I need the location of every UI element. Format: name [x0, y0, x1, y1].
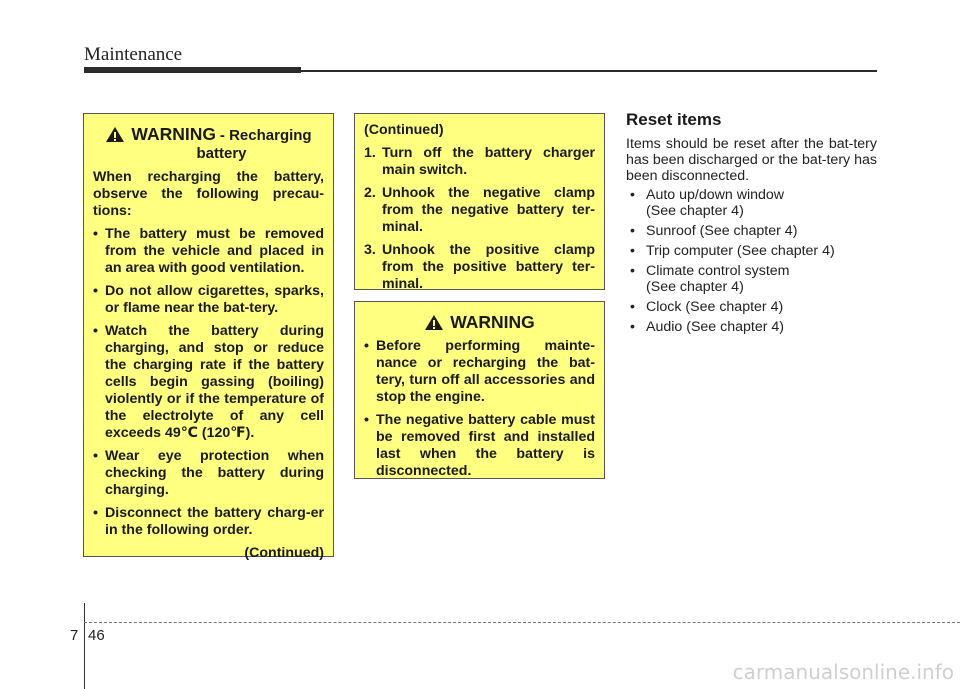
watermark-text: carmanualsonline.info [732, 660, 954, 684]
warning-item: • The battery must be removed from the vehicle and placed in an area with good ventilation. [93, 226, 324, 277]
reset-item [626, 243, 877, 259]
warning-item: • Do not allow cigarettes, sparks, or flame near the bat-tery. [93, 283, 324, 317]
reset-item-note: (See chapter 4) [646, 203, 744, 219]
reset-item [626, 263, 877, 295]
chapter-number: 7 [70, 627, 79, 644]
page-header-title: Maintenance [84, 44, 183, 65]
warning-item: • Before performing mainte-nance or recharging the bat-tery, turn off all accessories and stop the engine. [364, 338, 595, 406]
reset-item-label: • Auto up/down window [646, 187, 785, 203]
reset-item [626, 187, 877, 219]
warning-heading [364, 312, 595, 332]
warning-item: • Disconnect the battery charg-er in the following order. [93, 505, 324, 539]
footer-dashed-rule [84, 622, 960, 623]
warning-subtitle-2: battery [196, 145, 247, 162]
footer-vertical-rule [84, 603, 85, 689]
warning-triangle-icon [105, 126, 125, 143]
page-number: 46 [88, 627, 105, 644]
step-item [364, 145, 595, 179]
step-text: Unhook the negative clamp from the negative battery ter-minal. [382, 185, 595, 235]
step-number: 1. [364, 145, 376, 161]
step-item [364, 242, 595, 293]
reset-item-label: • Audio (See chapter 4) [646, 319, 785, 335]
warning-title: WARNING [450, 312, 535, 332]
warning-item: • Wear eye protection when checking the battery during charging. [93, 448, 324, 499]
step-number: 2. [364, 185, 376, 201]
continued-label: (Continued) [244, 545, 324, 561]
continued-steps-box [354, 113, 605, 290]
warning-intro: When recharging the battery, observe the following precau-tions: [93, 169, 324, 219]
continued-label: (Continued) [364, 122, 444, 138]
reset-item-label: • Trip computer (See chapter 4) [646, 243, 835, 259]
step-text: Unhook the positive clamp from the positive battery ter-minal. [382, 242, 595, 292]
reset-items-heading: Reset items [626, 110, 722, 129]
warning-recharging-box [83, 113, 334, 561]
step-item [364, 185, 595, 236]
reset-item-note: (See chapter 4) [646, 279, 744, 295]
warning-item: • The negative battery cable must be removed first and installed last when the battery is disconnected. [364, 412, 595, 480]
reset-item [626, 299, 877, 315]
reset-item [626, 223, 877, 239]
header-bar-thin [301, 70, 877, 72]
warning-title: WARNING [131, 124, 216, 144]
step-text: Turn off the battery charger main switch. [382, 145, 595, 178]
warning-item: • Watch the battery during charging, and stop or reduce the charging rate if the battery cells begin gassing (boiling) violently or if the temperature of the electrolyte of any cell exceeds 49℃ (120℉). [93, 323, 324, 442]
header-bar-thick [84, 67, 301, 73]
warning-general-box [354, 301, 605, 479]
reset-items-intro: Items should be reset after the bat-tery has been discharged or the bat-tery has been disconnected. [626, 136, 877, 184]
reset-item-label: • Sunroof (See chapter 4) [646, 223, 798, 239]
reset-item-label: • Climate control system [646, 263, 790, 279]
step-number: 3. [364, 242, 376, 258]
reset-item-label: • Clock (See chapter 4) [646, 299, 784, 315]
warning-triangle-icon [424, 314, 444, 331]
reset-item [626, 319, 877, 335]
warning-heading [93, 124, 324, 163]
reset-items-list [626, 187, 877, 339]
warning-subtitle-1: - Recharging [219, 127, 312, 144]
